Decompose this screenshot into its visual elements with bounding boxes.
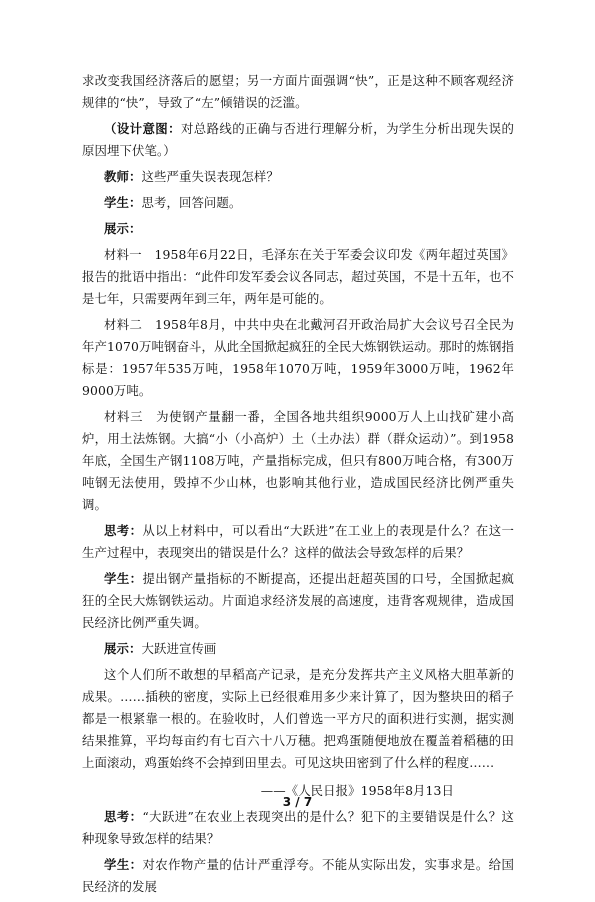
think-line-2 bbox=[82, 806, 514, 850]
newspaper-quote: 这个人们所不敢想的早稻高产记录，是充分发挥共产主义风格大胆革新的成果。……插秧的密度，实际上已经很难用多少来计算了，因为整块田的稻子都是一根紧靠一根的。在验收时，人们曾选一平方尺的面积进行实测，据实测结果推算，平均每亩约有七百六十八万穗。把鸡蛋随便地放在覆盖着稻穗的田上面滚动，鸡蛋始终不会掉到田里去。可见这块田密到了什么样的程度…… bbox=[82, 667, 514, 770]
material-3: 材料三 为使钢产量翻一番，全国各地共组织9000万人上山找矿建小高炉，用土法炼钢。大搞“小（小高炉）土（土办法）群（群众运动）”。到1958年底，全国生产钢1108万吨，产量指标完成，但只有800万吨合格，有300万吨钢无法使用，毁掉不少山林，也影响其他行业，造成国民经济比例严重失调。 bbox=[82, 409, 514, 512]
show-line-1 bbox=[82, 218, 514, 240]
teacher-line bbox=[82, 166, 514, 188]
page-number: 3 / 7 bbox=[282, 795, 313, 809]
student-line-3 bbox=[82, 854, 514, 898]
show-line-2 bbox=[82, 638, 514, 660]
material-2: 材料二 1958年8月，中共中央在北戴河召开政治局扩大会议号召全民为年产1070万吨钢奋斗，从此全国掀起疯狂的全民大炼钢铁运动。那时的炼钢指标是：1957年535万吨，1958年1070万吨，1959年3000万吨，1962年9000万吨。 bbox=[82, 317, 514, 398]
student-text-2: 提出钢产量指标的不断提高，还提出赶超英国的口号，全国掀起疯狂的全民大炼钢铁运动。片面追求经济发展的高速度，违背客观规律，造成国民经济比例严重失调。 bbox=[82, 571, 514, 630]
think-line-1 bbox=[82, 520, 514, 564]
show-label-1: 展示： bbox=[104, 221, 142, 236]
student-line-1 bbox=[82, 192, 514, 214]
teacher-text: 这些严重失误表现怎样？ bbox=[141, 169, 279, 184]
student-label-1: 学生： bbox=[104, 195, 142, 210]
design-label: （设计意图： bbox=[104, 121, 181, 136]
material-1: 材料一 1958年6月22日，毛泽东在关于军委会议印发《两年超过英国》报告的批语中指出：“此件印发军委会议各同志，超过英国，不是十五年，也不是七年，只需要两年到三年，两年是可能的。 bbox=[82, 247, 514, 306]
think-label-2: 思考： bbox=[104, 809, 143, 824]
show-text-2: 大跃进宣传画 bbox=[141, 641, 217, 656]
teacher-label: 教师： bbox=[104, 169, 142, 184]
paragraph-intro: 求改变我国经济落后的愿望；另一方面片面强调“快”，正是这种不顾客观经济规律的“快”，导致了“左”倾错误的泛滥。 bbox=[82, 73, 514, 110]
think-text-1: 从以上材料中，可以看出“大跃进”在工业上的表现是什么？在这一生产过程中，表现突出的错误是什么？这样的做法会导致怎样的后果？ bbox=[82, 523, 514, 560]
design-text: 对总路线的正确与否进行理解分析，为学生分析出现失误的原因埋下伏笔。） bbox=[82, 121, 514, 158]
quote-source: ——《人民日报》1958年8月13日 bbox=[260, 783, 454, 798]
show-label-2: 展示： bbox=[104, 641, 142, 656]
student-line-2 bbox=[82, 568, 514, 634]
think-label-1: 思考： bbox=[104, 523, 143, 538]
think-text-2: “大跃进”在农业上表现突出的是什么？犯下的主要错误是什么？这种现象导致怎样的结果？ bbox=[82, 809, 514, 846]
page-content bbox=[82, 70, 514, 902]
student-label-3: 学生： bbox=[104, 857, 143, 872]
design-intent bbox=[82, 118, 514, 162]
student-label-2: 学生： bbox=[104, 571, 143, 586]
student-text-3: 对农作物产量的估计严重浮夸。不能从实际出发，实事求是。给国民经济的发展 bbox=[82, 857, 514, 894]
student-text-1: 思考，回答问题。 bbox=[141, 195, 242, 210]
